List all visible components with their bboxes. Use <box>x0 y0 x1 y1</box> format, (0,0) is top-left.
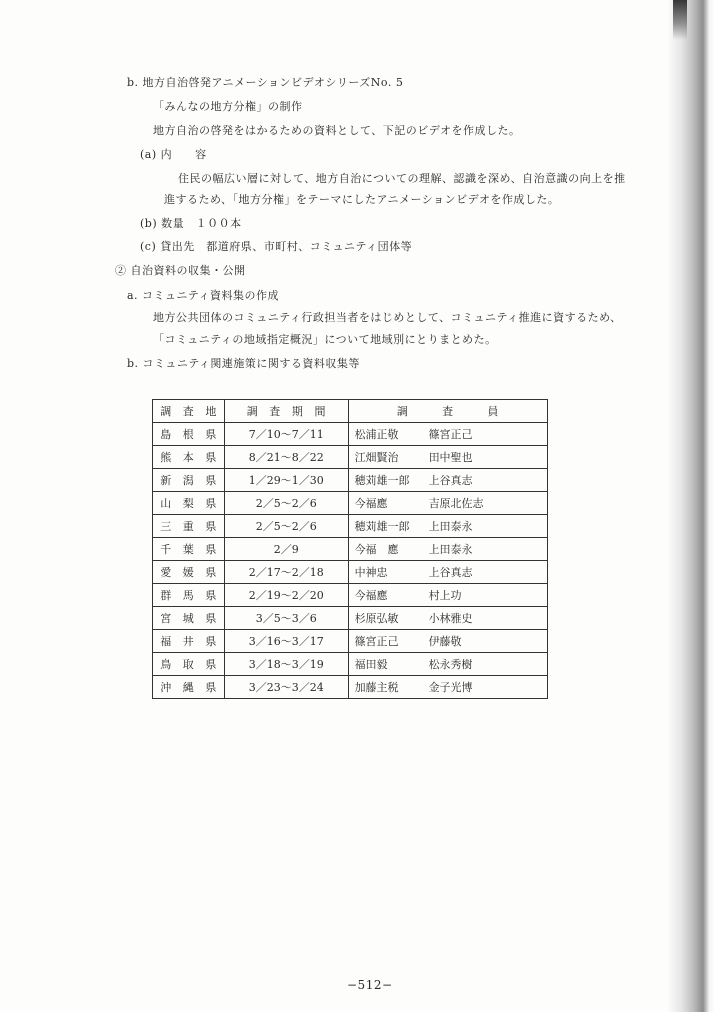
investigator-1: 松浦正敬 <box>354 428 399 441</box>
content-text-1: 住民の幅広い層に対して、地方自治についての理解、認識を深め、自治意識の向上を推 <box>178 172 626 185</box>
table-row <box>153 492 548 515</box>
cell-investigators <box>348 492 547 515</box>
cell-period: 3／23～3／24 <box>224 676 348 699</box>
table-row <box>153 423 548 446</box>
cell-period: 3／5～3／6 <box>224 607 348 630</box>
table-row <box>153 630 548 653</box>
investigator-1: 江畑賢治 <box>354 451 399 464</box>
investigator-2: 伊藤敬 <box>428 635 462 648</box>
cell-place: 福 井 県 <box>153 630 225 653</box>
community-text-1: 地方公共団体のコミュニティ行政担当者をはじめとして、コミュニティ推進に資するため、 <box>153 311 622 324</box>
investigator-1: 中神忠 <box>354 566 388 579</box>
cell-investigators <box>348 515 547 538</box>
video-purpose: 地方自治の啓発をはかるための資料として、下記のビデオを作成した。 <box>153 124 521 137</box>
header-period: 調 査 期 間 <box>224 400 348 423</box>
header-investigators: 調 査 員 <box>348 400 547 423</box>
investigator-2: 篠宮正己 <box>428 428 473 441</box>
investigator-1: 加藤主税 <box>354 681 399 694</box>
investigator-2: 金子光博 <box>428 681 473 694</box>
table-row <box>153 538 548 561</box>
cell-period: 3／16～3／17 <box>224 630 348 653</box>
cell-place: 宮 城 県 <box>153 607 225 630</box>
cell-investigators <box>348 538 547 561</box>
investigator-1: 今福應 <box>354 589 388 602</box>
video-subtitle: 「みんなの地方分権」の制作 <box>153 100 303 113</box>
cell-investigators <box>348 561 547 584</box>
cell-place: 群 馬 県 <box>153 584 225 607</box>
item-b-video-title: b. 地方自治啓発アニメーションビデオシリーズNo. 5 <box>127 76 404 89</box>
cell-period: 2／9 <box>224 538 348 561</box>
survey-table <box>152 399 548 699</box>
cell-investigators <box>348 469 547 492</box>
table-row <box>153 446 548 469</box>
investigator-2: 吉原北佐志 <box>428 497 484 510</box>
cell-place: 鳥 取 県 <box>153 653 225 676</box>
investigator-2: 上田泰永 <box>428 520 473 533</box>
community-text-2: 「コミュニティの地域指定概況」について地域別にとりまとめた。 <box>153 333 497 346</box>
cell-place: 山 梨 県 <box>153 492 225 515</box>
cell-place: 三 重 県 <box>153 515 225 538</box>
cell-investigators <box>348 676 547 699</box>
cell-period: 2／19～2／20 <box>224 584 348 607</box>
survey-table-wrapper <box>152 399 548 699</box>
investigator-1: 杉原弘敏 <box>354 612 399 625</box>
book-spine-shadow <box>667 0 715 1012</box>
item-c-lending: (c) 貸出先 都道府県、市町村、コミュニティ団体等 <box>140 240 413 253</box>
item-b-quantity: (b) 数量 １００本 <box>140 217 242 230</box>
cell-investigators <box>348 630 547 653</box>
page-number: −512− <box>347 978 393 992</box>
cell-investigators <box>348 607 547 630</box>
cell-period: 2／5～2／6 <box>224 515 348 538</box>
cell-investigators <box>348 653 547 676</box>
cell-period: 1／29～1／30 <box>224 469 348 492</box>
cell-investigators <box>348 423 547 446</box>
table-row <box>153 515 548 538</box>
item-a-community: a. コミュニティ資料集の作成 <box>127 289 279 302</box>
cell-place: 島 根 県 <box>153 423 225 446</box>
investigator-2: 村上功 <box>428 589 462 602</box>
cell-place: 千 葉 県 <box>153 538 225 561</box>
cell-period: 7／10～7／11 <box>224 423 348 446</box>
content-text-2: 進するため、「地方分権」をテーマにしたアニメーションビデオを作成した。 <box>164 193 560 206</box>
investigator-2: 上谷真志 <box>428 474 473 487</box>
table-row <box>153 584 548 607</box>
header-place: 調 査 地 <box>153 400 225 423</box>
table-row <box>153 653 548 676</box>
cell-investigators <box>348 446 547 469</box>
cell-investigators <box>348 584 547 607</box>
investigator-2: 上田泰永 <box>428 543 473 556</box>
table-row <box>153 469 548 492</box>
investigator-1: 福田毅 <box>354 658 388 671</box>
cell-place: 新 潟 県 <box>153 469 225 492</box>
table-body <box>153 423 548 699</box>
cell-period: 8／21～8／22 <box>224 446 348 469</box>
investigator-1: 穂苅雄一郎 <box>354 520 410 533</box>
section-2-heading: ② 自治資料の収集・公開 <box>115 264 246 277</box>
item-a-content: (a) 内 容 <box>140 148 207 161</box>
cell-period: 2／17～2／18 <box>224 561 348 584</box>
table-row <box>153 676 548 699</box>
cell-place: 沖 縄 県 <box>153 676 225 699</box>
binding-mark <box>673 0 687 40</box>
investigator-2: 小林雅史 <box>428 612 473 625</box>
investigator-1: 篠宮正己 <box>354 635 399 648</box>
investigator-1: 今福應 <box>354 497 388 510</box>
table-row <box>153 607 548 630</box>
cell-place: 愛 媛 県 <box>153 561 225 584</box>
investigator-1: 穂苅雄一郎 <box>354 474 410 487</box>
cell-place: 熊 本 県 <box>153 446 225 469</box>
investigator-2: 上谷真志 <box>428 566 473 579</box>
investigator-1: 今福 應 <box>354 543 399 556</box>
investigator-2: 松永秀樹 <box>428 658 473 671</box>
table-header-row <box>153 400 548 423</box>
table-row <box>153 561 548 584</box>
investigator-2: 田中聖也 <box>428 451 473 464</box>
cell-period: 2／5～2／6 <box>224 492 348 515</box>
cell-period: 3／18～3／19 <box>224 653 348 676</box>
item-b-collection: b. コミュニティ関連施策に関する資料収集等 <box>127 357 360 370</box>
